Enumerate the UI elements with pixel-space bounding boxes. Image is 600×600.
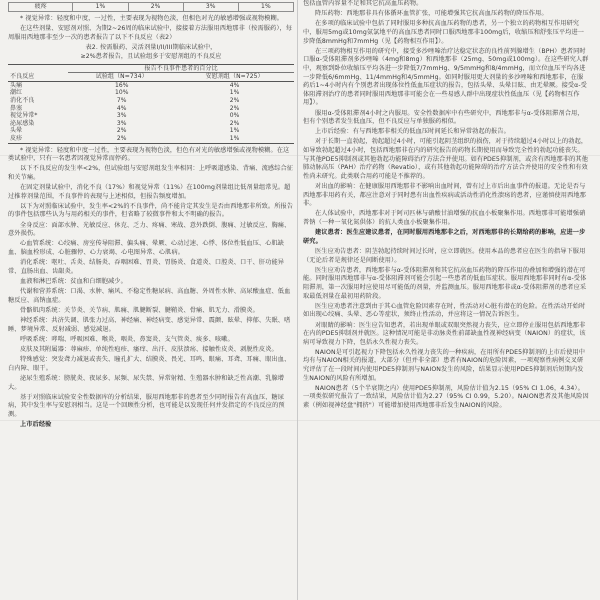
- paragraph: NAION患者（5个半衰期之内）使用PDE5抑制剂，风险估计值为2.15（95% CI 1.06，4.34）。一项类似研究报告了一致结果，风险估计值为2.27（95% CI 0.99，5.20）。NAION患者及其他风险因素（例如视神经盘"拥挤"）可能增加使用西地那非后发生NAION的风险。: [303, 384, 589, 410]
- paragraph: 降压药物：西地那非具有体循环血管扩张，可能增强其它抗高血压药物的降压作用。: [315, 10, 548, 18]
- ae-placebo: 1%: [175, 135, 294, 143]
- paragraph: 医生应劝患者注意到由于其心血管危险因素存在时，性活动对心脏有潜在的危险。在性活动开始时如出现心绞痛、头晕、恶心等症状，须终止性活动，并应将这一情况告诉医生。: [303, 302, 586, 319]
- paragraph: 服用α-受体阻滞剂4小时之内服用。安全性数据库中有些研究中，西地那非与α-受体阻滞剂合用，但有个别患者发生低血压，但不良反应与单独服药相似。: [303, 109, 584, 126]
- ae-name: 视觉异常*: [10, 112, 38, 120]
- paragraph: 泌尿生殖系统：膀胱炎、夜尿多、尿频、尿失禁、异常射精、生殖器水肿和缺乏性高潮、乳腺增大。: [8, 375, 285, 391]
- paragraph: 心血管系统：心绞痛、房室传导阻滞、偏头痛、晕厥、心动过速、心悸、体位性低血压、心肌缺血、脑血栓形成、心脏骤停、心力衰竭、心电图异常、心肌病。: [8, 240, 285, 256]
- paragraph: 在三项药物相互作用的研究中，接受多沙唑嗪治疗达稳定状态的良性前列腺增生（BPH）患者同时口服α-受体阻滞剂多沙唑嗪（4mg和8mg）和西地那非（25mg、50mg或100mg）。在这些研究人群中，观察到卧位收缩压平均各进一步降低7/7mmHg、9/5mmHg和8/4mmHg，而立位血压平均各进一步降低6/6mmHg、11/4mmHg和4/5mmHg。如同时服用更大剂量的多沙唑嗪和西地那非，在服药后1~4小时内有个别患者出现体位性低血压症状的报告，包括头晕、头晕目眩、由无晕厥。接受α-受体阻滞剂治疗的患者同时服用西地那非可能会在一些易感人群中出现症状性低血压（见【药物相互作用】）。: [303, 47, 589, 107]
- ae-drug: 10%: [114, 89, 129, 97]
- paragraph: 全身反应：面部水肿、光敏反应、休克、乏力、疼痛、寒战、意外跌倒、腹痛、过敏反应、胸痛、意外损伤。: [8, 221, 291, 238]
- paragraph: 骨骼肌肉系统：关节炎、关节病、肌痛、肌腱断裂、腱鞘炎、骨痛、肌无力、滑膜炎。: [20, 306, 259, 314]
- paragraph: 血液和淋巴系统：贫血和白细胞减少。: [20, 277, 127, 285]
- ae-drug: 3%: [116, 119, 127, 127]
- paragraph: 对出血的影响：在健康服用西地那非不影响出血时间，曾有过上市后出血事件的报道。无论是否与西地那非用药有关，都应注意对于同时患有出血性疾病或活动性消化性溃疡的患者，应谨慎使用西地那非。: [303, 183, 586, 208]
- ae-name: 消化不良: [10, 96, 35, 104]
- paragraph: 上市后经验：有与西地那非相关的低血压时间延长和异常勃起的报告。: [315, 128, 510, 136]
- paragraph: 对眼睛的影响：医生应告知患者，若出现单眼或双眼突然视力丧失，应立即停止服用包括西地那非在内的PDE5抑制剂并就医。这种情况可能是非动脉炎性前部缺血性视神经病变（NAION）的症状，该病可导致视力下降，包括永久性视力丧失。: [303, 321, 586, 346]
- ae-placebo: 4%: [229, 81, 240, 89]
- table-header-row: [8, 64, 294, 73]
- ae-placebo: 0%: [229, 112, 240, 120]
- ae-name: 鼻塞: [10, 104, 23, 112]
- ae-name: 潮红: [10, 89, 23, 97]
- table2-title-line2: ≥2%患者报告，且试验组多于安慰剂组的不良反应: [80, 52, 222, 60]
- paragraph: 医生应劝告患者：阴茎勃起持续时间过长时，应立即就医。使用本品的患者应在医生的指导下服用（无论后者是规律还是间断使用）。: [303, 247, 586, 264]
- table-row: [8, 105, 294, 113]
- ae-drug: 7%: [116, 96, 127, 104]
- table-row: [8, 127, 294, 135]
- paragraph: 在固定剂量试验中，消化不良（17%）和视觉异常（11%）在100mg剂量组比低剂量组常见。超过推荐剂量范围，不良事件的表现与上述相似，但报告频度增加。: [8, 184, 291, 200]
- table-cell: [8, 64, 68, 73]
- paragraph: 包括血管内容量不足和其它抗高血压药物。: [303, 0, 423, 7]
- header-drug: 试验组（N=734）: [68, 73, 175, 82]
- table-cell: 3%: [183, 3, 238, 12]
- ae-drug: 3%: [116, 112, 127, 120]
- table-cell: 1%: [238, 3, 293, 12]
- table-row: [9, 3, 294, 12]
- header-ae: 不良反应: [8, 73, 68, 82]
- header-group: 报告不良事件患者的百分比: [68, 64, 294, 73]
- paragraph: 医生应劝告患者，西地那非与α-受体阻滞剂和其它抗高血压药物的降压作用的叠加和增强的潜在可能。同时服用西地那非与α-受体阻滞剂可能会引起一些患者的低血压症状。服用西地那非同时有α-受体阻滞剂，第一次服用时应使用尽可能低的剂量，并监测血压。服用西地那非或α-受体阻滞剂的患者应采取最低剂量在最初用药阶段。: [303, 266, 587, 300]
- table-cell: 2%: [128, 3, 183, 12]
- ae-name: 泌尿感染: [10, 119, 35, 127]
- ae-drug: 2%: [116, 127, 127, 135]
- paragraph: * 视觉异常：轻度和中度一过性，主要表现为视物色淡，但色有对光的敏感增强或视物模糊。在这类试验中，只有一名患者因视觉异常而停药。: [8, 146, 290, 163]
- table2-title-line1: 表2. 按需服药、灵活剂量I/II/III期临床试验中，: [85, 44, 217, 52]
- table2-title: [8, 44, 294, 61]
- paragraph: 皮肤及其附属器：荨麻疹、单纯性疱疹、瘙痒、出汗、皮肤溃疡、接触性皮炎、剥脱性皮炎。: [20, 346, 278, 354]
- paragraph: 以下为对照临床试验中，发生率<2%的不良事件，尚不能肯定其发生是否由西地那非所致。所报告的事件包括那些认为与用药相关的事件，但省略了较微事件和太不明确的报告。: [8, 202, 294, 219]
- ae-placebo: 2%: [229, 96, 240, 104]
- paragraph: 消化系统：呕吐、舌炎、结肠炎、吞咽困难、胃炎、胃肠炎、食道炎、口腔炎、口干、肝功能异常、直肠出血、齿龈炎。: [8, 259, 285, 275]
- table-cell: 1%: [73, 3, 128, 12]
- paragraph: 在多项的临床试验中包括了同时服用多种抗高血压药物的患者，另一个独立的药物相互作用研究中，服用5mg或10mg氨氯地平的高血压患者同时口服西地那非100mg后，收缩压和舒张压平均进一步降低8mmHg和7mmHg（见【药物相互作用】）。: [303, 20, 585, 45]
- paragraph: 对于长期一直勃起，勃起超过4小时，可能引起阴茎组织的损伤，对于持续超过4小时以上的勃起，如导致勃起超过4小时，包括西地那非在内的研究报告的药物长期使用而导致完全性的勃起功能丧失。与其他PDE5抑制剂或其他勃起功能障碍治疗方法合并使用。如有PDE5抑制剂，或含有西地那非的其他肺动脉高压（PAH）治疗药物（Revatio），或有其他勃起功能障碍的治疗方法合并使用的安全性和有效性尚未研究。此类联合用药可能是不推荐的。: [303, 138, 588, 180]
- section-heading: 上市后经验: [20, 421, 52, 429]
- table-row: [8, 97, 294, 105]
- ae-placebo: 1%: [229, 89, 240, 97]
- table-row: [8, 112, 294, 120]
- paragraph: 建议患者：医生应建议患者，在同时服用西地那非之后，对西地那非的长期给药的影响，应进一步研究。: [303, 229, 586, 245]
- ae-placebo: 1%: [229, 127, 240, 135]
- paragraph: 代谢和营养系统：口渴、水肿、痛风、不稳定性糖尿病、高血糖、外周性水肿、高尿酸血症、低血糖反应、高钠血症。: [8, 288, 291, 304]
- ae-drug: 4%: [116, 104, 127, 112]
- paragraph: 在人体试验中，西地那非对于阿司匹林与硝酸甘油增强的抗血小板聚集作用。西地那非可能增强硝普钠（一种一氧化氮供体）的抗人类血小板聚集作用。: [303, 210, 586, 226]
- table-row: [8, 135, 294, 143]
- ae-name: 头痛: [10, 81, 23, 89]
- ae-placebo: 2%: [229, 119, 240, 127]
- ae-drug: 16%: [114, 81, 129, 89]
- paragraph: 神经系统：共济失调、肌张力过高、神经痛、神经病变、感觉异常、震颤、眩晕、抑郁、失眠、嗜睡、梦境异常、反射减弱、感觉减退。: [8, 317, 291, 333]
- table-row: [8, 120, 294, 128]
- table-cell: 疲疼: [9, 3, 73, 12]
- ae-placebo: 2%: [229, 104, 240, 112]
- adverse-events-table: [8, 64, 294, 144]
- left-column: [8, 0, 294, 600]
- table-header-row: [8, 73, 294, 82]
- paragraph: 特殊感觉：突发聋力减退或丧失、瞳孔扩大、结膜炎、畏光、耳鸣、眼痛、耳聋、耳痛、眼出血、白内障、眼干。: [8, 356, 291, 372]
- right-column: [303, 0, 589, 600]
- paragraph: 在这些剂量、安慰剂对照、为期2~26周的临床试验中，接接着方法服用西地那非（按需服药），每周服用西地那非至少一次的患者报告了以下不良反应（表2）: [8, 25, 293, 41]
- ae-drug: 2%: [68, 135, 175, 143]
- top-table: [8, 2, 294, 12]
- ae-name: 头晕: [10, 127, 23, 135]
- ae-name: 皮疹: [8, 135, 68, 143]
- paragraph: * 视觉异常：轻度和中度，一过性，主要表现为视物色淡，但相色对光的敏感增强或视物模糊。: [20, 15, 284, 22]
- paragraph: 呼吸系统：哮喘、呼吸困难、喉炎、咽炎、鼻窦炎、支气管炎、痰多、咳嗽。: [20, 335, 234, 343]
- paragraph: 基于对照临床试验安全性数据库的分析结果，服用西地那非的患者至少同时报告有高血压、糖尿病，其中发生率与安慰剂相当。这是一个回顾性分析，也可能是以发现任何并发指定的不良反应的预测。: [8, 393, 285, 419]
- table-row: [8, 89, 294, 97]
- paragraph: NAION是可引起视力下降包括永久性视力丧失的一种疾病，在用所有PDE5抑制剂的上市后使用中均有与NAION相关的报道，大部分（但并非全部）患者有NAION的危险因素，一项观察性病例交叉研究评估了在一段时间内使用PDE5抑制剂与NAION发生的风险，结果显示使用PDE5抑制剂后短期内发生NAION的风险有所增加。: [303, 348, 586, 382]
- table-row: [8, 81, 294, 89]
- header-placebo: 安慰剂组（N=725）: [175, 73, 294, 82]
- paragraph: 以下不良反应的发生率<2%，但试验组与安慰剂组发生率相同：上呼吸道感染、背痛、流感综合征和关节痛。: [8, 165, 294, 181]
- column-divider: [297, 0, 298, 600]
